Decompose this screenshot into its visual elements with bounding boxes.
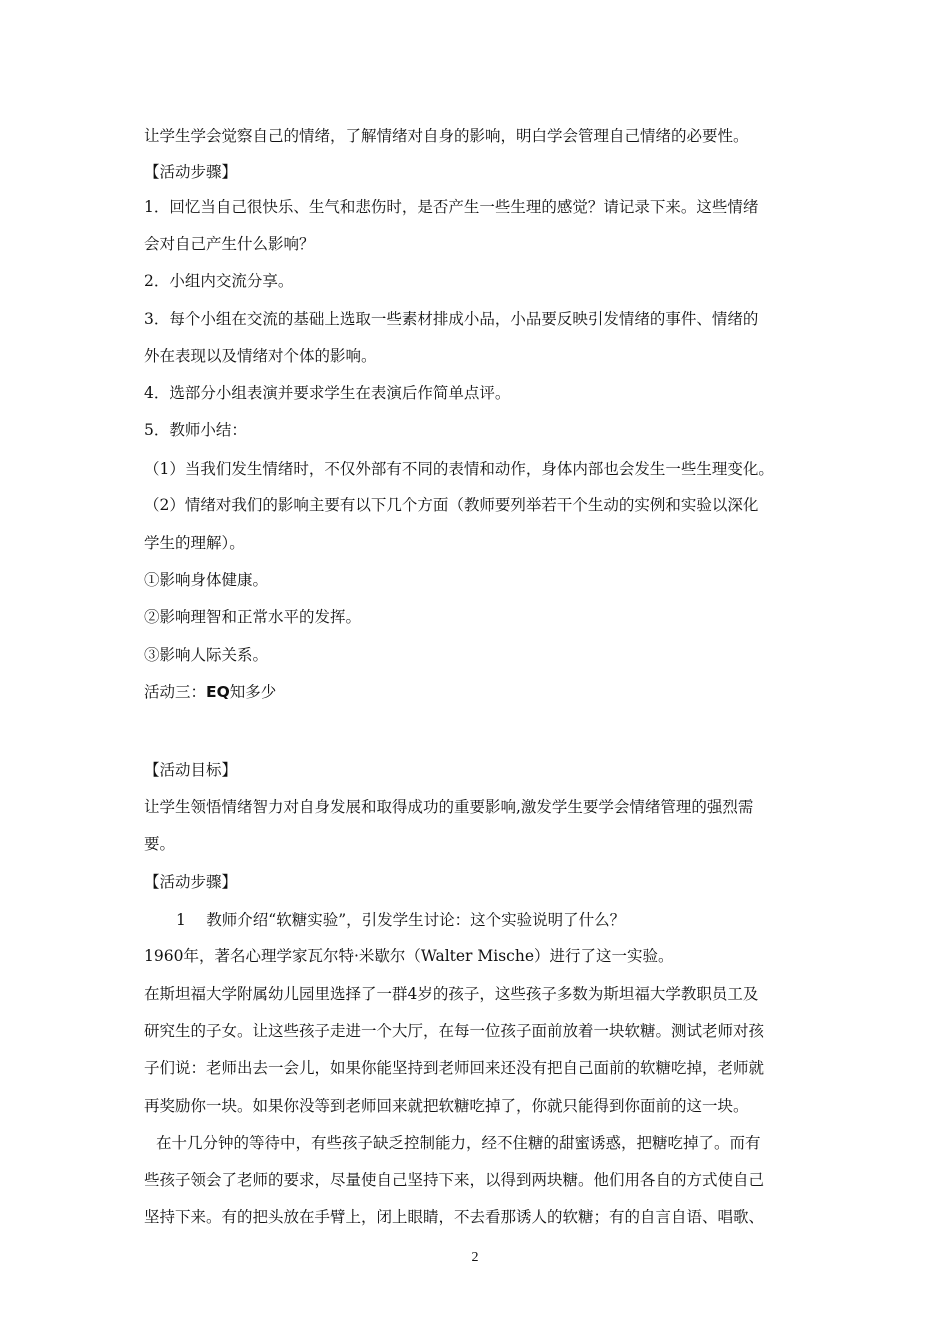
section-heading: 【活动目标】 <box>144 761 238 779</box>
paragraph-line: 子们说：老师出去一会儿，如果你能坚持到老师回来还没有把自己面前的软糖吃掉，老师就 <box>144 1059 765 1077</box>
list-item: ①影响身体健康。 <box>144 571 269 589</box>
paragraph-line: 些孩子领会了老师的要求，尽量使自己坚持下来，以得到两块糖。他们用各自的方式使自己 <box>144 1171 765 1189</box>
paragraph-line: 让学生领悟情绪智力对自身发展和取得成功的重要影响,激发学生要学会情绪管理的强烈需 <box>144 798 754 816</box>
activity-prefix: 活动三： <box>144 683 207 701</box>
paragraph-line: 让学生学会觉察自己的情绪，了解情绪对自身的影响，明白学会管理自己情绪的必要性。 <box>144 127 749 145</box>
page-number: 2 <box>471 1250 479 1265</box>
paragraph-line: 3．每个小组在交流的基础上选取一些素材排成小品，小品要反映引发情绪的事件、情绪的 <box>144 310 759 328</box>
paragraph-line: 坚持下来。有的把头放在手臂上，闭上眼睛，不去看那诱人的软糖；有的自言自语、唱歌、 <box>144 1208 765 1226</box>
paragraph-line: 再奖励你一块。如果你没等到老师回来就把软糖吃掉了，你就只能得到你面前的这一块。 <box>144 1097 749 1115</box>
section-heading: 【活动步骤】 <box>144 873 238 891</box>
paragraph-line: 5．教师小结： <box>144 421 247 439</box>
activity-eq: EQ <box>206 683 230 701</box>
paragraph-line: 在十几分钟的等待中，有些孩子缺乏控制能力，经不住糖的甜蜜诱惑，把糖吃掉了。而有 <box>156 1134 761 1152</box>
paragraph-line: 在斯坦福大学附属幼儿园里选择了一群4岁的孩子，这些孩子多数为斯坦福大学教职员工及 <box>144 985 759 1003</box>
paragraph-line: 1．回忆当自己很快乐、生气和悲伤时，是否产生一些生理的感觉？请记录下来。这些情绪 <box>144 198 759 216</box>
list-item: ②影响理智和正常水平的发挥。 <box>144 608 362 626</box>
paragraph-line: 1 教师介绍“软糖实验”，引发学生讨论：这个实验说明了什么？ <box>176 911 626 929</box>
paragraph-line: 外在表现以及情绪对个体的影响。 <box>144 347 377 365</box>
paragraph-line: 学生的理解）。 <box>144 534 245 552</box>
paragraph-line: 要。 <box>144 835 176 853</box>
paragraph-line: 研究生的子女。让这些孩子走进一个大厅，在每一位孩子面前放着一块软糖。测试老师对孩 <box>144 1022 765 1040</box>
paragraph-line: 会对自己产生什么影响？ <box>144 235 315 253</box>
paragraph-line: （1）当我们发生情绪时，不仅外部有不同的表情和动作，身体内部也会发生一些生理变化。 <box>144 460 774 478</box>
paragraph-line: 2．小组内交流分享。 <box>144 272 294 290</box>
paragraph-line: 4．选部分小组表演并要求学生在表演后作简单点评。 <box>144 384 511 402</box>
list-item: ③影响人际关系。 <box>144 646 269 664</box>
activity-heading <box>144 682 276 702</box>
paragraph-line: （2）情绪对我们的影响主要有以下几个方面（教师要列举若干个生动的实例和实验以深化 <box>144 496 759 514</box>
activity-suffix: 知多少 <box>229 683 277 701</box>
paragraph-line: 1960年，著名心理学家瓦尔特·米歇尔（Walter Mische）进行了这一实验。 <box>144 947 674 965</box>
section-heading: 【活动步骤】 <box>144 163 238 181</box>
